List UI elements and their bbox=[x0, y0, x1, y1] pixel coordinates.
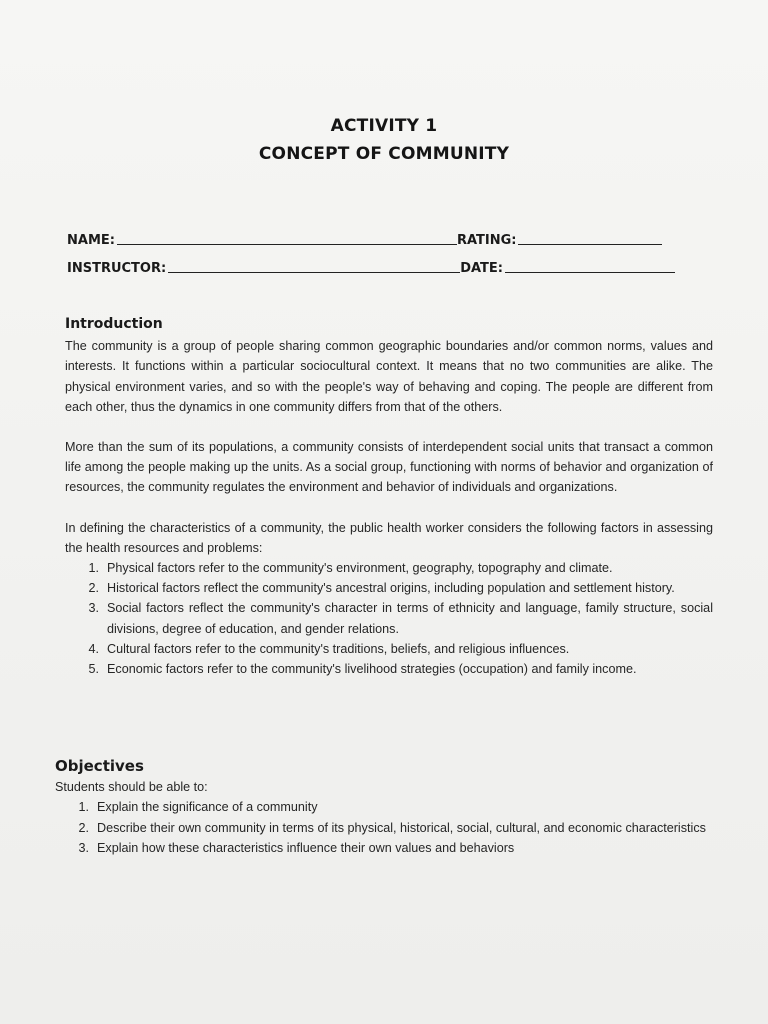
list-item bbox=[55, 818, 715, 839]
instructor-label: INSTRUCTOR: bbox=[67, 261, 167, 276]
info-fields bbox=[67, 220, 692, 276]
list-text: Cultural factors refer to the community's traditions, beliefs, and religious influences. bbox=[107, 641, 570, 656]
date-blank[interactable] bbox=[505, 272, 675, 273]
instructor-blank[interactable] bbox=[168, 272, 460, 273]
objectives-intro: Students should be able to: bbox=[55, 779, 208, 794]
list-text: Explain the significance of a community bbox=[97, 800, 318, 814]
list-number: 2. bbox=[88, 581, 99, 596]
intro-paragraph-3: In defining the characteristics of a community, the public health worker considers the following factors in assessing the health resources and problems: bbox=[65, 520, 713, 555]
intro-paragraph-2: More than the sum of its populations, a community consists of interdependent social units that transact a common life among the people making up the units. As a social group, functioning with norms of behavior and organization of resources, the community regulates the environment and behavior of individuals and organizations. bbox=[65, 440, 713, 495]
objectives-section bbox=[55, 756, 715, 859]
list-number: 4. bbox=[88, 641, 99, 656]
rating-label: RATING: bbox=[456, 233, 517, 248]
list-item bbox=[65, 659, 713, 679]
list-text: Economic factors refer to the community's livelihood strategies (occupation) and family income. bbox=[107, 662, 637, 677]
objectives-list bbox=[55, 797, 715, 859]
objectives-heading: Objectives bbox=[55, 757, 144, 775]
intro-paragraph-1: The community is a group of people sharing common geographic boundaries and/or common norms, values and interests. It functions within a particular sociocultural context. It means that no two communities are alike. The physical environment varies, and so with the people's way of behaving and coping. The people are different from each other, thus the dynamics in one community differs from that of the others. bbox=[65, 339, 713, 414]
rating-blank[interactable] bbox=[518, 244, 662, 245]
list-item bbox=[55, 838, 715, 859]
activity-title: CONCEPT OF COMMUNITY bbox=[258, 144, 510, 164]
factors-list bbox=[65, 558, 713, 679]
date-label: DATE: bbox=[460, 261, 503, 276]
list-item bbox=[55, 797, 715, 818]
list-number: 3. bbox=[88, 601, 99, 616]
field-row-instructor bbox=[67, 248, 692, 276]
introduction-heading: Introduction bbox=[65, 316, 163, 332]
list-text: Describe their own community in terms of its physical, historical, social, cultural, and economic characteristics bbox=[97, 820, 706, 835]
list-text: Explain how these characteristics influence their own values and behaviors bbox=[97, 841, 515, 855]
title-block bbox=[0, 112, 768, 168]
list-text: Physical factors refer to the community's environment, geography, topography and climate. bbox=[107, 561, 613, 576]
list-number: 1. bbox=[78, 800, 89, 814]
list-item bbox=[65, 598, 713, 638]
field-row-name bbox=[67, 220, 692, 248]
list-number: 3. bbox=[78, 841, 89, 855]
list-item bbox=[65, 578, 713, 598]
list-number: 2. bbox=[78, 820, 89, 835]
name-blank[interactable] bbox=[117, 244, 457, 245]
name-label: NAME: bbox=[67, 233, 115, 248]
list-number: 1. bbox=[88, 561, 99, 576]
list-number: 5. bbox=[88, 662, 99, 677]
activity-number: ACTIVITY 1 bbox=[330, 116, 438, 136]
list-item bbox=[65, 639, 713, 659]
list-text: Social factors reflect the community's character in terms of ethnicity and language, family structure, social divisions, degree of education, and gender relations. bbox=[107, 601, 713, 636]
list-item bbox=[65, 558, 713, 578]
introduction-section bbox=[65, 314, 713, 679]
list-text: Historical factors reflect the community's ancestral origins, including population and settlement history. bbox=[107, 581, 675, 596]
